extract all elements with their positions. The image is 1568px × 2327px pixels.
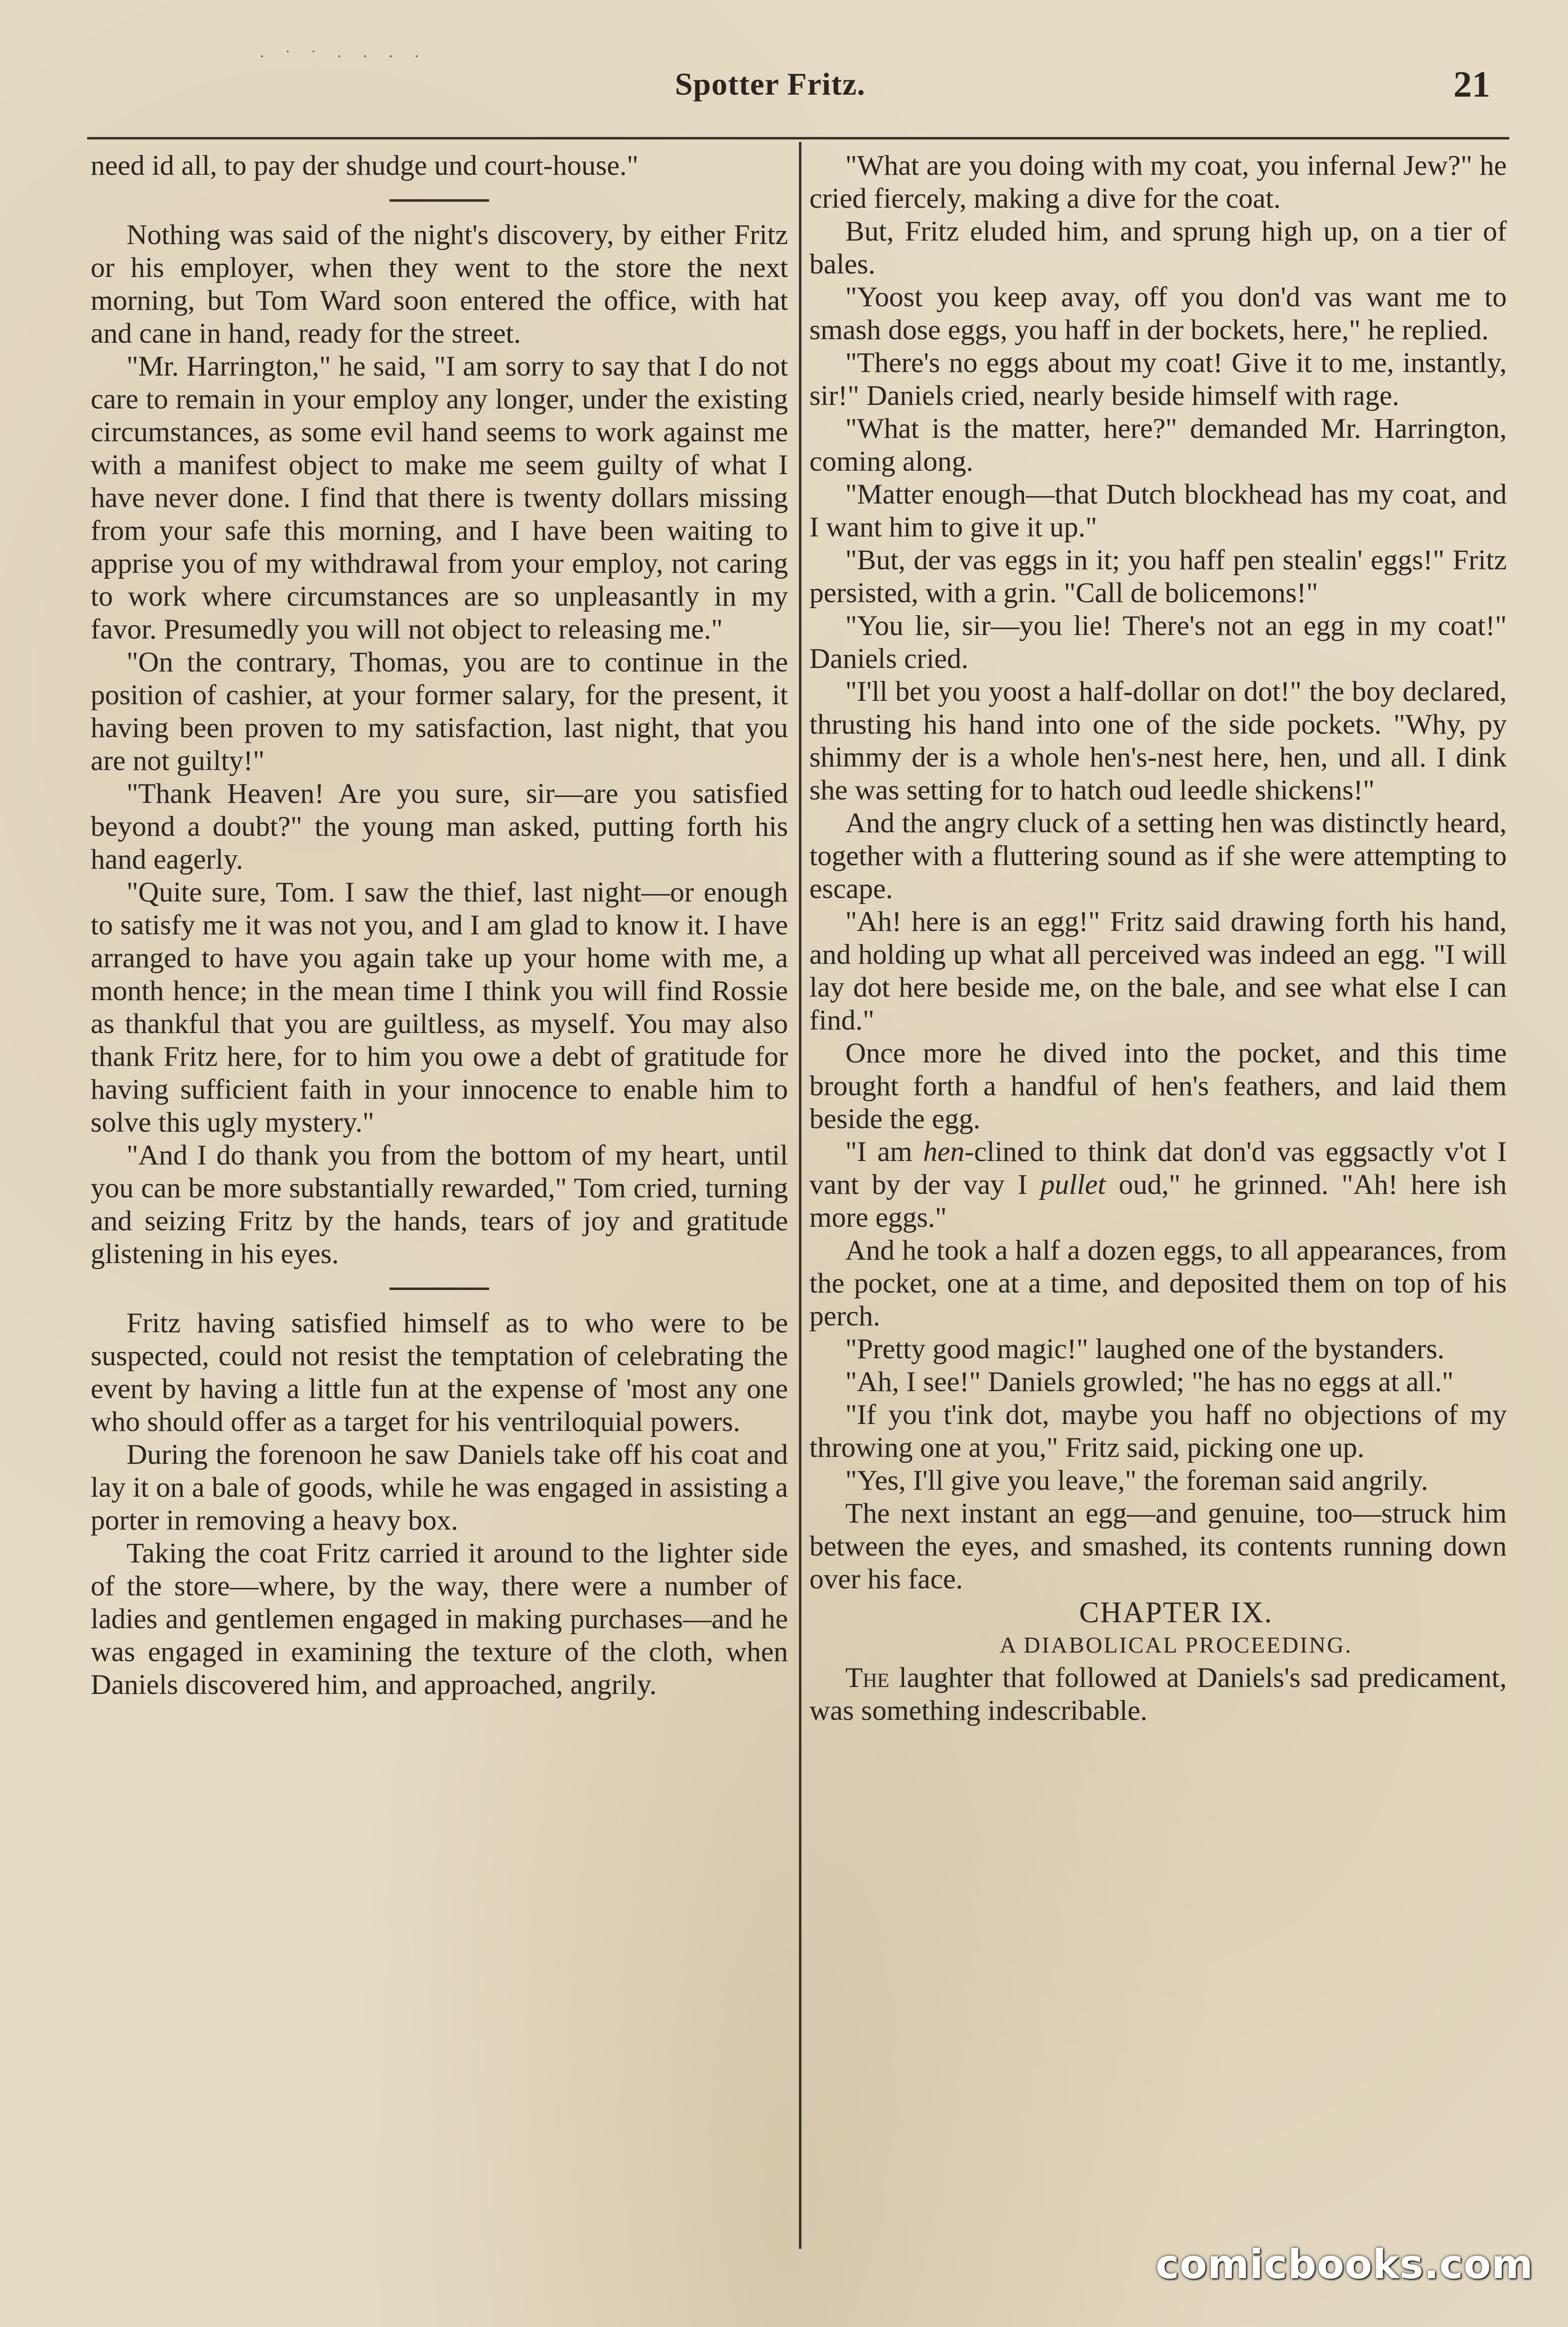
paragraph: "I'll bet you yoost a half-dollar on dot!" the boy declared, thrusting his hand into one of the side pockets. "Why, py shimmy der is a whole hen's-nest here, hen, und all. I dink she was setting for to hatch oud leedle shickens!" — [809, 676, 1507, 806]
paragraph: "And I do thank you from the bottom of my heart, until you can be more substantially rewarded," Tom cried, turning and seizing Fritz by the hands, tears of joy and gratitude glistening in his eyes. — [91, 1140, 788, 1270]
paragraph: And he took a half a dozen eggs, to all appearances, from the pocket, one at a time, and deposited them on top of his perch. — [809, 1235, 1507, 1332]
paragraph: And the angry cluck of a setting hen was distinctly heard, together with a fluttering sound as if she were attempting to escape. — [809, 807, 1507, 905]
paragraph: Once more he dived into the pocket, and this time brought forth a handful of hen's feathers, and laid them beside the egg. — [809, 1037, 1507, 1135]
paragraph: "Quite sure, Tom. I saw the thief, last night—or enough to satisfy me it was not you, and I am glad to know it. I have arranged to have you again take up your home with me, a month hence; in the mean time I think you will find Rossie as thankful that you are guiltless, as myself. You may also thank Fritz here, for to him you owe a debt of gratitude for having sufficient faith in your innocence to enable him to solve this ugly mystery." — [91, 877, 788, 1138]
right-column — [809, 149, 1507, 2231]
column-divider — [799, 142, 801, 2249]
paragraph: "Mr. Harrington," he said, "I am sorry to say that I do not care to remain in your employ any longer, under the existing circumstances, as some evil hand seems to work against me with a manifest object to make me seem guilty of what I have never done. I find that there is twenty dollars missing from your safe this morning, and I have been waiting to apprise you of my withdrawal from your employ, not caring to work where circumstances are so unpleasantly in my favor. Presumedly you will not object to releasing me." — [91, 351, 788, 645]
text-run: "I am — [845, 1136, 923, 1167]
lead-in-word: The — [845, 1662, 890, 1693]
paragraph: "Thank Heaven! Are you sure, sir—are you satisfied beyond a doubt?" the young man asked, putting forth his hand eagerly. — [91, 778, 788, 875]
italic-run: hen — [923, 1136, 965, 1167]
italic-run: pullet — [1040, 1169, 1106, 1200]
section-separator — [390, 1288, 489, 1290]
paragraph: "Ah! here is an egg!" Fritz said drawing forth his hand, and holding up what all perceived was indeed an egg. "I will lay dot here beside me, on the bale, and see what else I can find." — [809, 906, 1507, 1036]
paragraph: "You lie, sir—you lie! There's not an egg in my coat!" Daniels cried. — [809, 610, 1507, 674]
paragraph: "There's no eggs about my coat! Give it to me, instantly, sir!" Daniels cried, nearly beside himself with rage. — [809, 347, 1507, 411]
paragraph: "What is the matter, here?" demanded Mr. Harrington, coming along. — [809, 413, 1507, 477]
page-number: 21 — [1453, 64, 1490, 105]
paragraph: Fritz having satisfied himself as to who were to be suspected, could not resist the temptation of celebrating the event by having a little fun at the expense of 'most any one who should offer as a target for his ventriloquial powers. — [91, 1307, 788, 1437]
running-title: Spotter Fritz. — [675, 66, 866, 102]
paragraph: The next instant an egg—and genuine, too—struck him between the eyes, and smashed, its contents running down over his face. — [809, 1498, 1507, 1595]
paragraph: "Matter enough—that Dutch blockhead has my coat, and I want him to give it up." — [809, 479, 1507, 543]
paragraph: Taking the coat Fritz carried it around to the lighter side of the store—where, by the way, there were a number of ladies and gentlemen engaged in making purchases—and he was engaged in examining the texture of the cloth, when Daniels discovered him, and approached, angrily. — [91, 1538, 788, 1700]
paragraph: But, Fritz eluded him, and sprung high up, on a tier of bales. — [809, 216, 1507, 280]
print-specks: · ˙ ˙ · · · · — [259, 47, 428, 66]
paragraph: During the forenoon he saw Daniels take off his coat and lay it on a bale of goods, while he was engaged in assisting a porter in removing a heavy box. — [91, 1439, 788, 1536]
section-separator — [390, 199, 489, 202]
page-header — [0, 0, 1568, 149]
paragraph: "But, der vas eggs in it; you haff pen stealin' eggs!" Fritz persisted, with a grin. "Call de bolicemons!" — [809, 544, 1507, 609]
left-column — [91, 149, 788, 2231]
chapter-title: A DIABOLICAL PROCEEDING. — [1000, 1632, 1352, 1658]
text-run: oud," he grinned. "Ah! here ish more eggs." — [809, 1169, 1507, 1233]
header-rule — [87, 137, 1509, 139]
paragraph — [809, 1136, 1507, 1234]
paragraph: "Pretty good magic!" laughed one of the bystanders. — [845, 1333, 1445, 1365]
chapter-heading: CHAPTER IX. — [1079, 1596, 1273, 1629]
paragraph: "Yes, I'll give you leave," the foreman said angrily. — [845, 1465, 1429, 1496]
paragraph: "On the contrary, Thomas, you are to continue in the position of cashier, at your former salary, for the present, it having been proven to my satisfaction, last night, that you are not guilty!" — [91, 646, 788, 776]
paragraph: need id all, to pay der shudge und court-house." — [91, 150, 639, 181]
text-run: -clined to think dat don'd vas eggsactly v'ot I vant by der vay I — [809, 1136, 1507, 1200]
paragraph — [809, 1662, 1507, 1727]
paragraph: "Yoost you keep avay, off you don'd vas want me to smash dose eggs, you haff in der bockets, here," he replied. — [809, 281, 1507, 346]
paragraph: "If you t'ink dot, maybe you haff no objections of my throwing one at you," Fritz said, picking one up. — [809, 1399, 1507, 1463]
paragraph: "What are you doing with my coat, you infernal Jew?" he cried fiercely, making a dive for the coat. — [809, 150, 1507, 214]
site-watermark: comicbooks.com — [1156, 2241, 1534, 2288]
paragraph: "Ah, I see!" Daniels growled; "he has no eggs at all." — [845, 1366, 1454, 1398]
paragraph: Nothing was said of the night's discovery, by either Fritz or his employer, when they went to the store the next morning, but Tom Ward soon entered the office, with hat and cane in hand, ready for the street. — [91, 219, 788, 349]
text-run: laughter that followed at Daniels's sad predicament, was something indescribable. — [809, 1662, 1507, 1726]
